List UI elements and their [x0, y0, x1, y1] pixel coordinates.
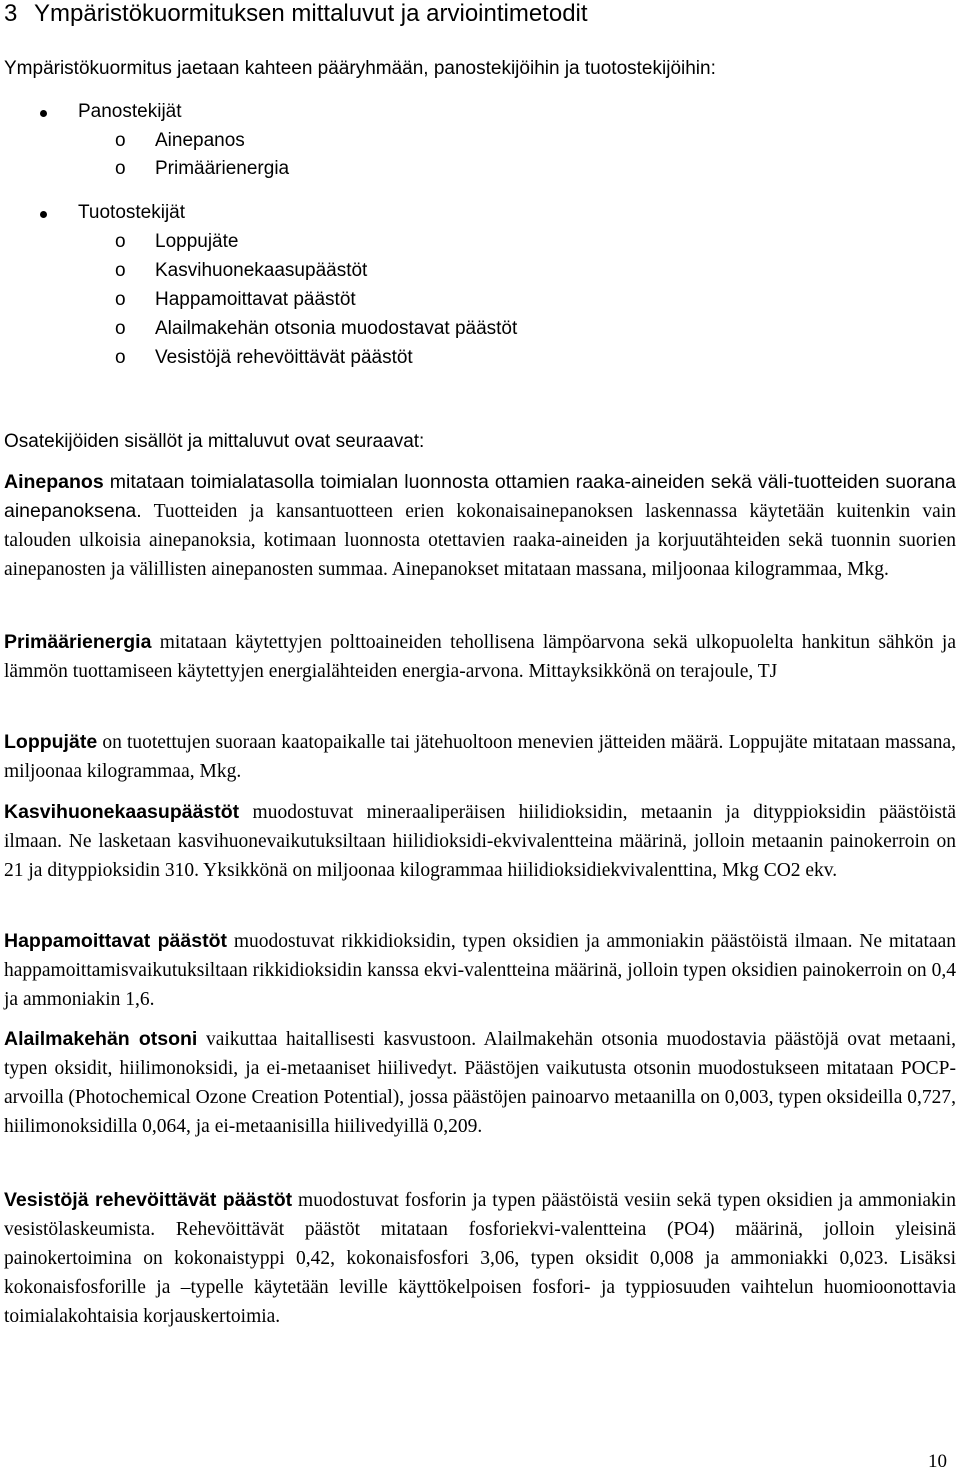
sub-item-label: Happamoittavat päästöt: [155, 289, 356, 310]
sub-marker: o: [115, 318, 126, 339]
paragraph-body: Tuotteiden ja kansantuotteen erien kokonaisainepanoksen laskennassa käytetään kuitenkin vain talouden ulkoisia ainepanoksia, kotimaan luonnosta otettavien raaka-aineiden ja korjuutähteiden sekä tuonnin suorien ainepanosten ja välillisten ainepanosten summaa. Ainepanokset mitataan massana, miljoonaa kilogrammaa, Mkg.: [4, 501, 956, 580]
term-ainepanos: Ainepanos: [4, 471, 104, 493]
term-rehevoittavat: Vesistöjä rehevöittävät päästöt: [4, 1189, 293, 1211]
sub-marker: o: [115, 158, 126, 179]
paragraph-lead: mitataan toimialatasolla toimialan luonnosta ottamien raaka-aineiden sekä väli-tuotteiden suorana ainepanoksena.: [4, 471, 956, 522]
sub-item-label: Ainepanos: [155, 130, 245, 151]
bullet-icon: [40, 110, 47, 117]
page-number: 10: [928, 1451, 947, 1472]
term-kasvihuone: Kasvihuonekaasupäästöt: [4, 801, 240, 823]
subheading: Osatekijöiden sisällöt ja mittaluvut ovat seuraavat:: [4, 431, 425, 452]
sub-marker: o: [115, 231, 126, 252]
sub-item-label: Kasvihuonekaasupäästöt: [155, 260, 368, 281]
term-primaarienergia: Primäärienergia: [4, 631, 152, 653]
paragraph-body: muodostuvat fosforin ja typen päästöistä vesiin sekä typen oksidien ja ammoniakin vesistölaskeumista. Rehevöittävät päästöt mitataan fosforiekvi-valentteina (PO4) määrinä, jolloin yleisinä painokertoimina on kokonaistyppi 0,42, kokonaisfosfori 3,06, typen oksidit 0,008 ja ammoniakki 0,023. Lisäksi kokonaisfosforille ja –typelle käytetään leville käyttökelpoisen fosfori- ja typpiosuuden vaihtelun huomioonottavia toimialakohtaisia korjauskertoimia.: [4, 1190, 956, 1327]
sub-item-label: Vesistöjä rehevöittävät päästöt: [155, 347, 413, 368]
section-number: 3: [4, 0, 18, 27]
paragraph-rehevoittavat: [4, 1186, 956, 1331]
term-happamoittavat: Happamoittavat päästöt: [4, 930, 227, 952]
sub-marker: o: [115, 260, 126, 281]
paragraph-body: mitataan käytettyjen polttoaineiden tehollisena lämpöarvona sekä ulkopuolelta hankitun sähkön ja lämmön tuottamiseen käytettyjen energialähteiden energia-arvona. Mittayksikkönä on terajoule, TJ: [4, 632, 956, 682]
paragraph-body: vaikuttaa haitallisesti kasvustoon. Alailmakehän otsonia muodostavia päästöjä ovat metaani, typen oksidit, hiilimonoksidi, ja ei-metaaniset hiilivedyt. Päästöjen vaikutusta otsonin muodostukseen mitataan POCP-arvoilla (Photochemical Ozone Creation Potential), jossa päästöjen painoarvo metaanilla on 0,003, typen oksideilla 0,727, hiilimonoksidilla 0,064, ja ei-metaanisilla hiilivedyillä 0,209.: [4, 1029, 957, 1137]
paragraph-primaarienergia: [4, 628, 956, 686]
section-heading: [4, 0, 588, 28]
section-title: Ympäristökuormituksen mittaluvut ja arviointimetodit: [34, 0, 588, 27]
term-otsoni: Alailmakehän otsoni: [4, 1028, 198, 1050]
paragraph-happamoittavat: [4, 927, 956, 1014]
paragraph-body: on tuotettujen suoraan kaatopaikalle tai jätehuoltoon menevien jätteiden määrä. Loppujäte mitataan massana, miljoonaa kilogrammaa, Mkg.: [4, 732, 956, 782]
sub-marker: o: [115, 347, 126, 368]
sub-item-label: Primäärienergia: [155, 158, 290, 179]
bullet-icon: [40, 211, 47, 218]
sub-item-label: Loppujäte: [155, 231, 239, 252]
sub-marker: o: [115, 130, 126, 151]
intro-text: Ympäristökuormitus jaetaan kahteen pääryhmään, panostekijöihin ja tuotostekijöihin:: [4, 58, 716, 79]
paragraph-kasvihuone: [4, 798, 956, 885]
term-loppujate: Loppujäte: [4, 731, 98, 753]
list-item-label: Tuotostekijät: [78, 202, 186, 223]
sub-marker: o: [115, 289, 126, 310]
sub-item-label: Alailmakehän otsonia muodostavat päästöt: [155, 318, 518, 339]
paragraph-otsoni: [4, 1025, 956, 1141]
list-item-label: Panostekijät: [78, 101, 182, 122]
paragraph-body: muodostuvat rikkidioksidin, typen oksidien ja ammoniakin päästöistä ilmaan. Ne mitataan happamoittamisvaikutuksiltaan rikkidioksidin kanssa ekvi-valentteina määrinä, jolloin typen oksidien painokerroin on 0,4 ja ammoniakin 1,6.: [4, 931, 956, 1010]
paragraph-body: muodostuvat mineraaliperäisen hiilidioksidin, metaanin ja dityppioksidin päästöistä ilmaan. Ne lasketaan kasvihuonevaikutuksiltaan hiilidioksidi-ekvivalentteina määrinä, jolloin metaanin painokerroin on 21 ja dityppioksidin 310. Yksikkönä on miljoonaa kilogrammaa hiilidioksidiekvivalenttina, Mkg CO2 ekv.: [4, 802, 956, 881]
paragraph-ainepanos: [4, 468, 956, 584]
paragraph-loppujate: [4, 728, 956, 786]
